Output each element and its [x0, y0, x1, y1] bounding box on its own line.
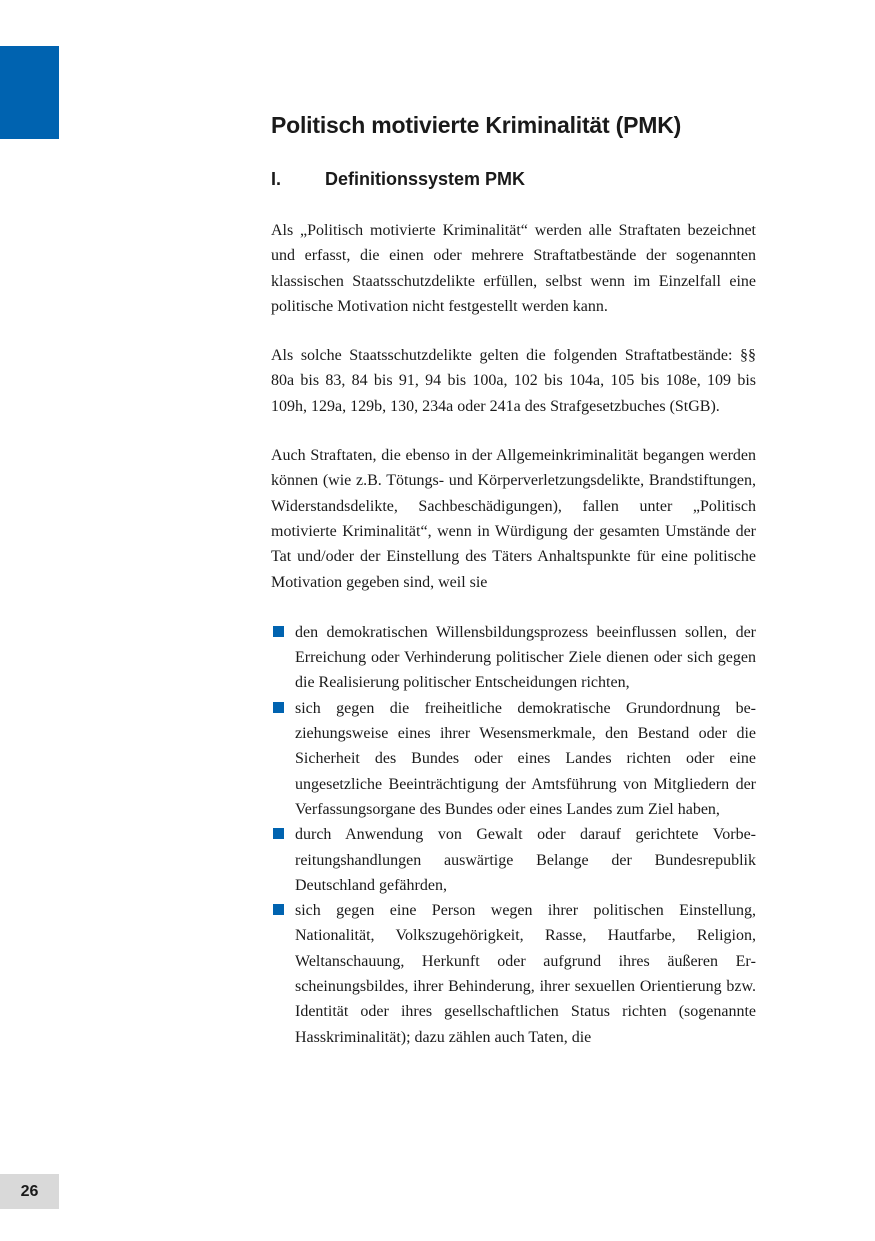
section-heading-text: Definitionssystem PMK: [325, 169, 526, 189]
page-content: [271, 108, 756, 1050]
list-item-text: den demokratischen Willensbildungsprozess beeinflussen sollen, der Erreichung oder Verhinderung politischer Ziele dienen oder sich gegen die Realisierung politischer Entscheidungen richten,: [295, 623, 756, 692]
motivation-list: [271, 620, 756, 1050]
page-title: Politisch motivierte Kriminalität (PMK): [271, 112, 682, 138]
list-item-text: sich gegen die freiheitliche demokratische Grundordnung beziehungsweise eines ihrer Wesensmerkmale, den Bestand oder die Sicherheit des Bundes oder eines Landes richten oder eine ungesetzliche Beeinträchtigung der Amtsführung von Mitgliedern der Verfassungsorgane des Bundes oder eines Landes zum Ziel haben,: [295, 699, 756, 818]
list-item-text: sich gegen eine Person wegen ihrer politischen Einstellung, Nationalität, Volkszugehörigkeit, Rasse, Hautfarbe, Religion, Weltanschauung, Herkunft oder aufgrund ihres äußeren Erscheinungsbildes, ihrer Behinderung, ihrer sexuellen Orientierung bzw. Identität oder ihres gesellschaftlichen Status richten (sogenannte Hasskriminalität); dazu zählen auch Taten, die: [295, 902, 756, 1046]
paragraph-allgemeinkriminalitaet: Auch Straftaten, die ebenso in der Allgemeinkriminalität begangen werden können (wie z.B. Tötungs- und Körperverletzungsdelikte, Brandstiftungen, Widerstandsdelikte, Sachbeschädigungen), fallen unter „Politisch motivierte Kriminalität“, wenn in Würdigung der gesamten Umstände der Tat und/oder der Einstellung des Täters Anhaltspunkte für eine politische Motivation gegeben sind, weil sie: [271, 447, 756, 591]
list-item-text: durch Anwendung von Gewalt oder darauf gerichtete Vorbereitungshandlungen auswärtige Belange der Bundesrepublik Deutschland gefährden,: [295, 826, 756, 894]
square-bullet-icon: [273, 626, 284, 637]
paragraph-staatsschutzdelikte: Als solche Staatsschutzdelikte gelten die folgenden Straftatbestände: §§ 80a bis 83, 84 bis 91, 94 bis 100a, 102 bis 104a, 105 bis 108e, 109 bis 109h, 129a, 129b, 130, 234a oder 241a des Strafgesetzbuches (StGB).: [271, 347, 756, 415]
section-number: I.: [271, 169, 282, 189]
square-bullet-icon: [273, 828, 284, 839]
page-number-label: 26: [20, 1182, 39, 1200]
list-item: [271, 898, 756, 1050]
list-item: [271, 620, 756, 696]
square-bullet-icon: [273, 702, 284, 713]
square-bullet-icon: [273, 904, 284, 915]
list-item: [271, 696, 756, 822]
chapter-color-tab: [0, 46, 59, 139]
section-heading: [271, 166, 756, 192]
list-item: [271, 822, 756, 898]
page-number: [0, 1174, 59, 1209]
paragraph-definition: Als „Politisch motivierte Kriminalität“ werden alle Straftaten bezeichnet und erfasst, die einen oder mehrere Straftatbestände der sogenannten klassischen Staatsschutzdelikte erfüllen, selbst wenn im Einzelfall eine politische Motivation nicht festgestellt werden kann.: [271, 222, 756, 315]
